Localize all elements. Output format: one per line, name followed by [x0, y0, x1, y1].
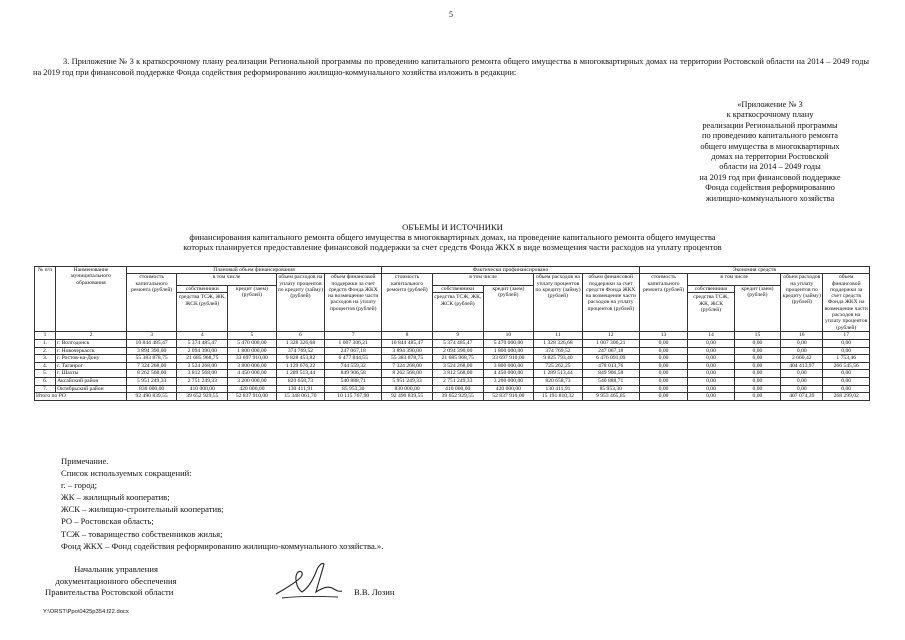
header-credit: кредит (заем) (рублей)	[734, 286, 780, 332]
table-cell: 3 894 390,00	[382, 347, 433, 355]
table-cell: 21 685 968,75	[432, 355, 483, 363]
table-cell: 9 828 453,82	[276, 355, 325, 363]
table-cell: 4 450 000,00	[228, 370, 277, 378]
table-cell: 3 894 390,00	[126, 347, 177, 355]
table-cell: 10 115 767,90	[325, 393, 382, 401]
table-cell: 6 477 844,55	[325, 355, 382, 363]
table-cell: 420 000,00	[483, 385, 534, 393]
table-cell: 830 000,00	[126, 385, 177, 393]
col-number: 5	[228, 331, 277, 339]
table-cell: 410 000,00	[432, 385, 483, 393]
table-cell: 1 800 000,00	[228, 347, 277, 355]
table-cell: г. Волгодонск	[56, 339, 127, 347]
table-cell: 830 000,00	[382, 385, 433, 393]
table-cell: 0,00	[639, 393, 688, 401]
financing-table	[34, 266, 870, 401]
table-cell: 0,00	[823, 377, 870, 385]
table-cell: 725 262,25	[534, 362, 583, 370]
table-cell: 1 007 306,21	[582, 339, 639, 347]
table-cell: г. Таганрог	[56, 362, 127, 370]
table-cell: 0,00	[639, 347, 688, 355]
table-cell: 0,00	[781, 347, 823, 355]
intro-paragraph: 3. Приложение № 3 к краткосрочному плану реализации Региональной программы по проведению капитального ремонта общего имущества в многоквартирных домах на территории Ростовской области на 2014 – 2049 годы на 2019 год при финансовой поддержке Фонда содействия реформированию жилищно-коммунального хозяйства изложить в редакции:	[33, 57, 869, 77]
table-cell: 2 751 249,33	[177, 377, 228, 385]
table-cell: 1 800 000,00	[483, 347, 534, 355]
table-cell: г. Новочеркасск	[56, 347, 127, 355]
header-credit: кредит (заем) (рублей)	[483, 286, 534, 332]
table-total-row	[35, 393, 870, 401]
header-interest: объем расходов на уплату процентов по кредиту (займу) (рублей)	[534, 274, 583, 332]
table-cell: 33 697 910,00	[483, 355, 534, 363]
table-cell: 0,00	[781, 370, 823, 378]
table-cell: 5 951 249,33	[382, 377, 433, 385]
handwritten-signature	[272, 558, 346, 602]
table-cell: 130 411,91	[276, 385, 325, 393]
table-cell: 15 348 061,70	[276, 393, 325, 401]
table-cell: 92 490 839,55	[382, 393, 433, 401]
header-interest: объем расходов на уплату процентов по кредиту (займу) (рублей)	[276, 274, 325, 332]
header-name: Наименование муниципального образования	[56, 267, 127, 332]
appendix-line: по проведению капитального ремонта	[701, 131, 839, 141]
header-own: собственники	[688, 286, 733, 293]
col-number: 16	[781, 331, 823, 339]
table-cell: 0,00	[688, 370, 734, 378]
header-tsj-text: средства ТСЖ, ЖК, ЖСК (рублей)	[434, 294, 482, 307]
table-cell: 1.	[35, 339, 56, 347]
table-cell: 85 953,30	[325, 385, 382, 393]
table-cell: 1 129 676,22	[276, 362, 325, 370]
table-cell: 247 067,18	[582, 347, 639, 355]
notes-line: ТСЖ – товарищество собственников жилья;	[61, 528, 223, 539]
col-number: 4	[177, 331, 228, 339]
table-row	[35, 339, 870, 347]
col-number: 6	[276, 331, 325, 339]
table-cell: 1 328 326,68	[276, 339, 325, 347]
appendix-header	[680, 100, 860, 204]
table-cell: 1 289 513,44	[276, 370, 325, 378]
header-incl: в том числе	[688, 274, 781, 286]
title-line-3: которых планируется предоставление финансовой поддержки за счет средств Фонда ЖКХ в виде возмещения части расходов на уплату процентов	[183, 242, 722, 253]
appendix-line: жилищно-коммунального хозяйства	[705, 193, 835, 203]
table-cell: 2.	[35, 347, 56, 355]
header-tsj	[432, 286, 483, 332]
table-cell: 0,00	[781, 377, 823, 385]
table-cell: 0,00	[734, 355, 780, 363]
signatory-name: В.В. Лозин	[354, 587, 395, 597]
header-incl: в том числе	[432, 274, 533, 286]
table-cell: 5 470 000,00	[483, 339, 534, 347]
header-tsj-text: средства ТСЖ, ЖК, ЖСК (рублей)	[178, 294, 226, 307]
table-cell: 3 200 000,00	[228, 377, 277, 385]
header-support: объем финансовой поддержки за счет средств Фонда ЖКХ на возмещение части расходов на уплату процентов (рублей)	[824, 274, 868, 331]
notes-line: ЖК – жилищный кооператив;	[61, 492, 170, 503]
table-cell: Итого по РО	[35, 393, 127, 401]
notes-section	[61, 455, 383, 552]
column-number-row	[35, 331, 870, 339]
table-cell: 52 837 910,00	[228, 393, 277, 401]
table-cell: 0,00	[823, 385, 870, 393]
header-own: собственники	[177, 286, 227, 293]
title-line-1: ОБЪЕМЫ И ИСТОЧНИКИ	[402, 222, 503, 232]
table-cell: 1 328 326,68	[534, 339, 583, 347]
signature-title	[45, 563, 187, 587]
table-cell: 0,00	[688, 377, 734, 385]
table-cell: 10 844 485,47	[126, 339, 177, 347]
table-cell: 1 007 306,21	[325, 339, 382, 347]
appendix-line: на 2019 год при финансовой поддержке	[699, 172, 841, 182]
col-number: 10	[483, 331, 534, 339]
table-cell: г. Шахты	[56, 370, 127, 378]
table-cell: 1 289 513,44	[534, 370, 583, 378]
notes-line: ЖСК – жилищно-строительный кооператив;	[61, 504, 224, 515]
table-cell: 21 685 968,75	[177, 355, 228, 363]
table-cell: 15 191 810,32	[534, 393, 583, 401]
table-cell: 3 200 000,00	[483, 377, 534, 385]
table-cell: 0,00	[823, 370, 870, 378]
table-cell: г. Ростов-на-Дону	[56, 355, 127, 363]
table-cell: 0,00	[639, 355, 688, 363]
col-number: 15	[734, 331, 780, 339]
table-row	[35, 370, 870, 378]
header-support: объем финансовой поддержки за счет средств Фонда ЖКХ на возмещение части расходов на уплату процентов (рублей)	[582, 274, 639, 332]
header-tsj	[688, 286, 734, 332]
table-cell: 0,00	[688, 347, 734, 355]
table-cell: 0,00	[734, 377, 780, 385]
appendix-line: общего имущества в многоквартирных	[700, 141, 840, 151]
header-support: объем финансовой поддержки за счет средств Фонда ЖКХ на возмещение части расходов на уплату процентов (рублей)	[325, 274, 382, 332]
col-number: 9	[432, 331, 483, 339]
table-cell: 744 559,32	[325, 362, 382, 370]
title-line-2: финансирования капитального ремонта общего имущества в многоквартирных домах, на проведение капитального ремонта общего имущества	[189, 232, 716, 243]
table-cell: 540 888,71	[582, 377, 639, 385]
table-cell: 2 751 249,33	[432, 377, 483, 385]
signature-line-1: Начальник управления	[74, 564, 158, 574]
header-credit: кредит (заем) (рублей)	[228, 286, 277, 332]
table-cell: 0,00	[688, 362, 734, 370]
header-tsj	[177, 286, 228, 332]
table-cell: Аксайский район	[56, 377, 127, 385]
table-cell: Октябрьский район	[56, 385, 127, 393]
table-cell: 820 658,73	[276, 377, 325, 385]
table-cell: 5 374 485,47	[432, 339, 483, 347]
table-cell: 0,00	[781, 385, 823, 393]
table-cell: 420 000,00	[228, 385, 277, 393]
table-cell: 5 374 485,47	[177, 339, 228, 347]
table-cell: 404 413,97	[781, 362, 823, 370]
table-cell: 407 074,39	[781, 393, 823, 401]
table-cell: 3 524 268,00	[177, 362, 228, 370]
header-cost: стоимость капитального ремонта (рублей)	[382, 274, 433, 332]
header-interest: объем расходов на уплату процентов по кредиту (займу) (рублей)	[781, 274, 823, 332]
table-cell: 0,00	[734, 362, 780, 370]
appendix-line: «Приложение № 3	[737, 100, 803, 109]
table-cell: 0,00	[639, 385, 688, 393]
table-cell: 849 906,58	[582, 370, 639, 378]
table-cell: 3 812 568,00	[177, 370, 228, 378]
table-cell: 4.	[35, 362, 56, 370]
table-cell: 5 951 249,33	[126, 377, 177, 385]
table-cell: 3 800 000,00	[483, 362, 534, 370]
table-cell: 0,00	[639, 377, 688, 385]
notes-line: РО – Ростовская область;	[61, 516, 154, 527]
table-cell: 52 837 910,00	[483, 393, 534, 401]
header-econ: Экономия средств	[639, 267, 869, 274]
col-number: 8	[382, 331, 433, 339]
header-tsj-text: средства ТСЖ, ЖК, ЖСК (рублей)	[693, 294, 729, 314]
header-fact: Фактически профинансировано	[382, 267, 640, 274]
notes-line: Фонд ЖКХ – Фонд содействия реформированию жилищно-коммунального хозяйства.».	[61, 540, 384, 551]
table-cell: 55 383 878,75	[126, 355, 177, 363]
table-cell: 8 262 568,00	[126, 370, 177, 378]
table-row	[35, 362, 870, 370]
table-cell: 0,00	[688, 393, 734, 401]
col-number: 1	[35, 331, 56, 339]
table-cell: 374 769,52	[534, 347, 583, 355]
table-cell: 478 013,76	[582, 362, 639, 370]
table-cell: 247 067,18	[325, 347, 382, 355]
document-title	[100, 222, 805, 253]
table-cell: 3.	[35, 355, 56, 363]
table-cell: 130 411,91	[534, 385, 583, 393]
table-cell: 33 697 910,00	[228, 355, 277, 363]
col-number: 14	[688, 331, 734, 339]
table-cell: 9 825 793,40	[534, 355, 583, 363]
table-cell: 0,00	[734, 339, 780, 347]
header-cost: стоимость капитального ремонта (рублей)	[639, 274, 688, 332]
table-cell: 9 953 465,85	[582, 393, 639, 401]
appendix-line: области на 2014 – 2049 годы	[719, 162, 821, 172]
notes-title: Примечание.	[61, 456, 109, 466]
page-number: 5	[449, 10, 453, 19]
appendix-line: Фонда содействия реформированию	[705, 183, 835, 193]
col-number: 12	[582, 331, 639, 339]
table-cell: 55 383 878,75	[382, 355, 433, 363]
table-cell: 6.	[35, 377, 56, 385]
table-cell: 0,00	[688, 339, 734, 347]
appendix-line: домах на территории Ростовской	[711, 152, 829, 162]
table-cell: 0,00	[688, 355, 734, 363]
table-cell: 0,00	[823, 339, 870, 347]
table-cell: 410 000,00	[177, 385, 228, 393]
notes-line: Список используемых сокращений:	[61, 468, 192, 479]
table-cell: 374 769,52	[276, 347, 325, 355]
table-cell: 0,00	[639, 370, 688, 378]
table-cell: 92 490 839,55	[126, 393, 177, 401]
col-number: 2	[56, 331, 127, 339]
table-cell: 3 812 568,00	[432, 370, 483, 378]
header-own: собственники	[433, 286, 483, 293]
header-cost: стоимость капитального ремонта (рублей)	[126, 274, 177, 332]
table-cell: 1 753,46	[823, 355, 870, 363]
table-cell: 0,00	[639, 339, 688, 347]
col-number: 17	[823, 331, 870, 339]
table-cell: 0,00	[734, 385, 780, 393]
table-cell: 7.	[35, 385, 56, 393]
table-cell: 0,00	[734, 393, 780, 401]
header-incl: в том числе	[177, 274, 276, 286]
header-num: № п/п	[35, 267, 56, 332]
signature-line-3: Правительства Ростовской области	[45, 587, 174, 597]
table-cell: 3 800 000,00	[228, 362, 277, 370]
table-row	[35, 347, 870, 355]
table-cell: 540 888,71	[325, 377, 382, 385]
table-cell: 7 324 268,00	[126, 362, 177, 370]
table-cell: 6 476 091,09	[582, 355, 639, 363]
header-plan: Плановый объем финансирования	[126, 267, 381, 274]
table-body	[35, 339, 870, 400]
table-cell: 5 470 000,00	[228, 339, 277, 347]
table-cell: 8 262 568,00	[382, 370, 433, 378]
table-cell: 0,00	[823, 347, 870, 355]
table-row	[35, 385, 870, 393]
table-row	[35, 355, 870, 363]
table-cell: 268 299,02	[823, 393, 870, 401]
table-cell: 4 450 000,00	[483, 370, 534, 378]
table-cell: 0,00	[781, 339, 823, 347]
table-cell: 5.	[35, 370, 56, 378]
col-number: 11	[534, 331, 583, 339]
table-cell: 0,00	[639, 362, 688, 370]
table-row	[35, 377, 870, 385]
table-cell: 2 660,42	[781, 355, 823, 363]
table-cell: 820 658,73	[534, 377, 583, 385]
appendix-line: реализации Региональной программы	[702, 120, 838, 130]
table-cell: 849 906,58	[325, 370, 382, 378]
table-cell: 0,00	[688, 385, 734, 393]
table-cell: 2 094 390,00	[177, 347, 228, 355]
notes-line: г. – город;	[61, 480, 98, 491]
table-cell: 2 094 390,00	[432, 347, 483, 355]
table-cell: 3 524 268,00	[432, 362, 483, 370]
table-cell: 7 324 268,00	[382, 362, 433, 370]
table-cell: 39 652 929,55	[432, 393, 483, 401]
appendix-line: к краткосрочному плану	[726, 110, 814, 120]
table-cell: 10 844 485,47	[382, 339, 433, 347]
table-cell: 0,00	[734, 347, 780, 355]
table-cell: 85 953,30	[582, 385, 639, 393]
table-cell: 39 652 929,55	[177, 393, 228, 401]
table-cell: 266 545,56	[823, 362, 870, 370]
file-path-footer: Y:\ORST\Ppo\0425p354.f22.docx	[43, 609, 129, 615]
col-number: 13	[639, 331, 688, 339]
signature-line-2: документационного обеспечения	[55, 576, 177, 586]
table-cell: 0,00	[734, 370, 780, 378]
col-number: 7	[325, 331, 382, 339]
col-number: 3	[126, 331, 177, 339]
